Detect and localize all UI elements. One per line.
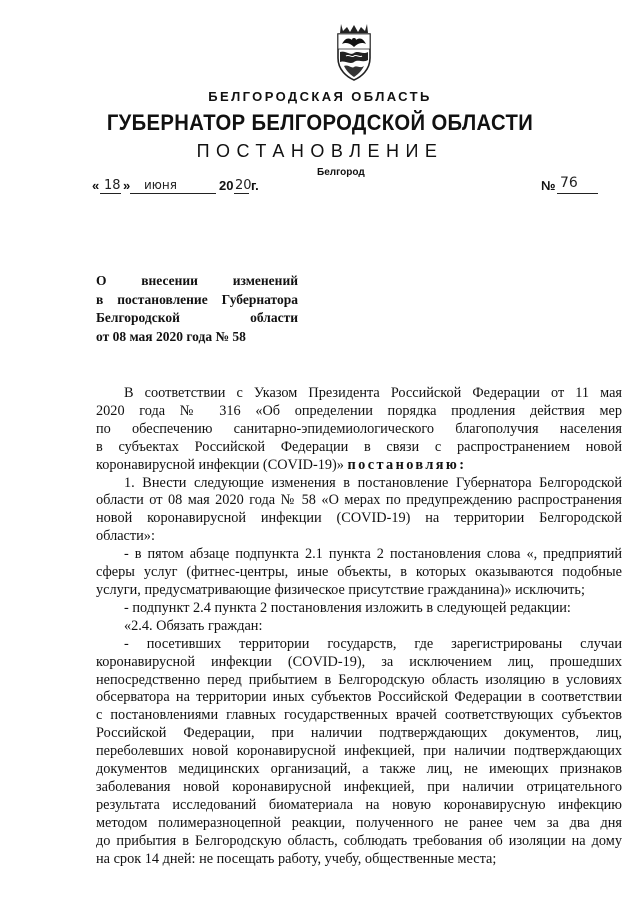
body-line: сферы услуг (фитнес-центры, иные объекты, в которых оказываются подобные: [96, 564, 622, 581]
city-label: Белгород: [317, 167, 365, 178]
date-month-underline: [130, 193, 216, 194]
title-line: в постановление Губернатора: [96, 291, 298, 307]
body-line: области от 08 мая 2020 года № 58 «О мерах по предупреждению распространения: [96, 492, 622, 509]
date-month: июня: [144, 178, 177, 192]
date-year-underline: [234, 193, 249, 194]
body-line: методом полимеразноцепной реакции, полученного не ранее чем за два дня: [96, 814, 622, 831]
body-line: «2.4. Обязать граждан:: [124, 617, 263, 634]
body-line: области»:: [96, 528, 155, 545]
date-quote-close: »: [123, 178, 131, 193]
body-line: по обеспечению санитарно-эпидемиологического благополучия населения: [96, 420, 622, 437]
body-line: с постановлениями главных государственных врачей соответствующих субъектов: [96, 707, 622, 724]
body-line: услуги, предусматривающие физическое присутствие гражданина)» исключить;: [96, 581, 585, 598]
document-number-label: №: [541, 178, 556, 193]
body-line: Российской Федерации, при наличии подтверждающих документов, лиц,: [96, 725, 622, 742]
date-year-prefix: 20: [219, 178, 234, 193]
date-year-suffix: 20: [235, 178, 252, 193]
document-number-value: 76: [560, 175, 578, 191]
body-line: документов медицинских организаций, а также лиц, не имеющих признаков: [96, 761, 622, 778]
body-line: в субъектах Российской Федерации в связи с распространением новой: [96, 438, 622, 455]
title-line: от 08 мая 2020 года № 58: [96, 328, 246, 344]
governor-heading: ГУБЕРНАТОР БЕЛГОРОДСКОЙ ОБЛАСТИ: [106, 110, 534, 135]
body-line: 1. Внести следующие изменения в постановление Губернатора Белгородской: [124, 474, 622, 491]
date-day-underline: [100, 193, 121, 194]
body-line: непосредственно перед прибытием в Белгородскую область изоляцию в условиях: [96, 671, 622, 688]
body-line: заболевания новой коронавирусной инфекцией, при наличии отрицательного: [96, 778, 622, 795]
body-line: обсерватора на территории иных субъектов Российской Федерации в соответствии: [96, 689, 622, 706]
body-line: коронавирусной инфекции (COVID-19), за исключением лиц, прошедших: [96, 653, 622, 670]
region-heading: БЕЛГОРОДСКАЯ ОБЛАСТЬ: [208, 89, 432, 104]
body-line: В соответствии с Указом Президента Российской Федерации от 11 мая: [124, 385, 622, 401]
body-line: до прибытия в Белгородскую область, соблюдать требования об изоляции на дому: [96, 832, 622, 849]
coat-of-arms-icon: [330, 22, 378, 82]
body-line: новой коронавирусной инфекции (COVID-19) на территории Белгородской: [96, 510, 622, 527]
body-line: - подпункт 2.4 пункта 2 постановления изложить в следующей редакции:: [124, 599, 571, 616]
body-line: результата исследований биоматериала на новую коронавирусную инфекцию: [96, 796, 622, 813]
body-line: на срок 14 дней: не посещать работу, учебу, общественные места;: [96, 850, 497, 867]
decree-keyword: постановляю:: [347, 456, 467, 473]
date-day: 18: [104, 178, 121, 193]
body-line: [96, 457, 622, 475]
document-title: [96, 272, 298, 346]
document-number-underline: [557, 193, 598, 194]
preamble-end: коронавирусной инфекции (COVID-19)»: [96, 456, 344, 473]
body-line: - посетивших территории государств, где зарегистрированы случаи: [124, 635, 622, 652]
date-quote-open: «: [92, 178, 100, 193]
title-line: О внесении изменений: [96, 273, 298, 288]
body-line: переболевших новой коронавирусной инфекцией, при наличии подтверждающих: [96, 743, 622, 760]
body-line: 2020 года № 316 «Об определении порядка продления действия мер: [96, 402, 622, 419]
document-body: [96, 385, 622, 868]
title-line: Белгородской области: [96, 310, 298, 325]
date-year-mark: г.: [251, 178, 259, 193]
document-type-heading: ПОСТАНОВЛЕНИЕ: [196, 141, 444, 161]
body-line: - в пятом абзаце подпункта 2.1 пункта 2 постановления слова «, предприятий: [124, 546, 622, 563]
